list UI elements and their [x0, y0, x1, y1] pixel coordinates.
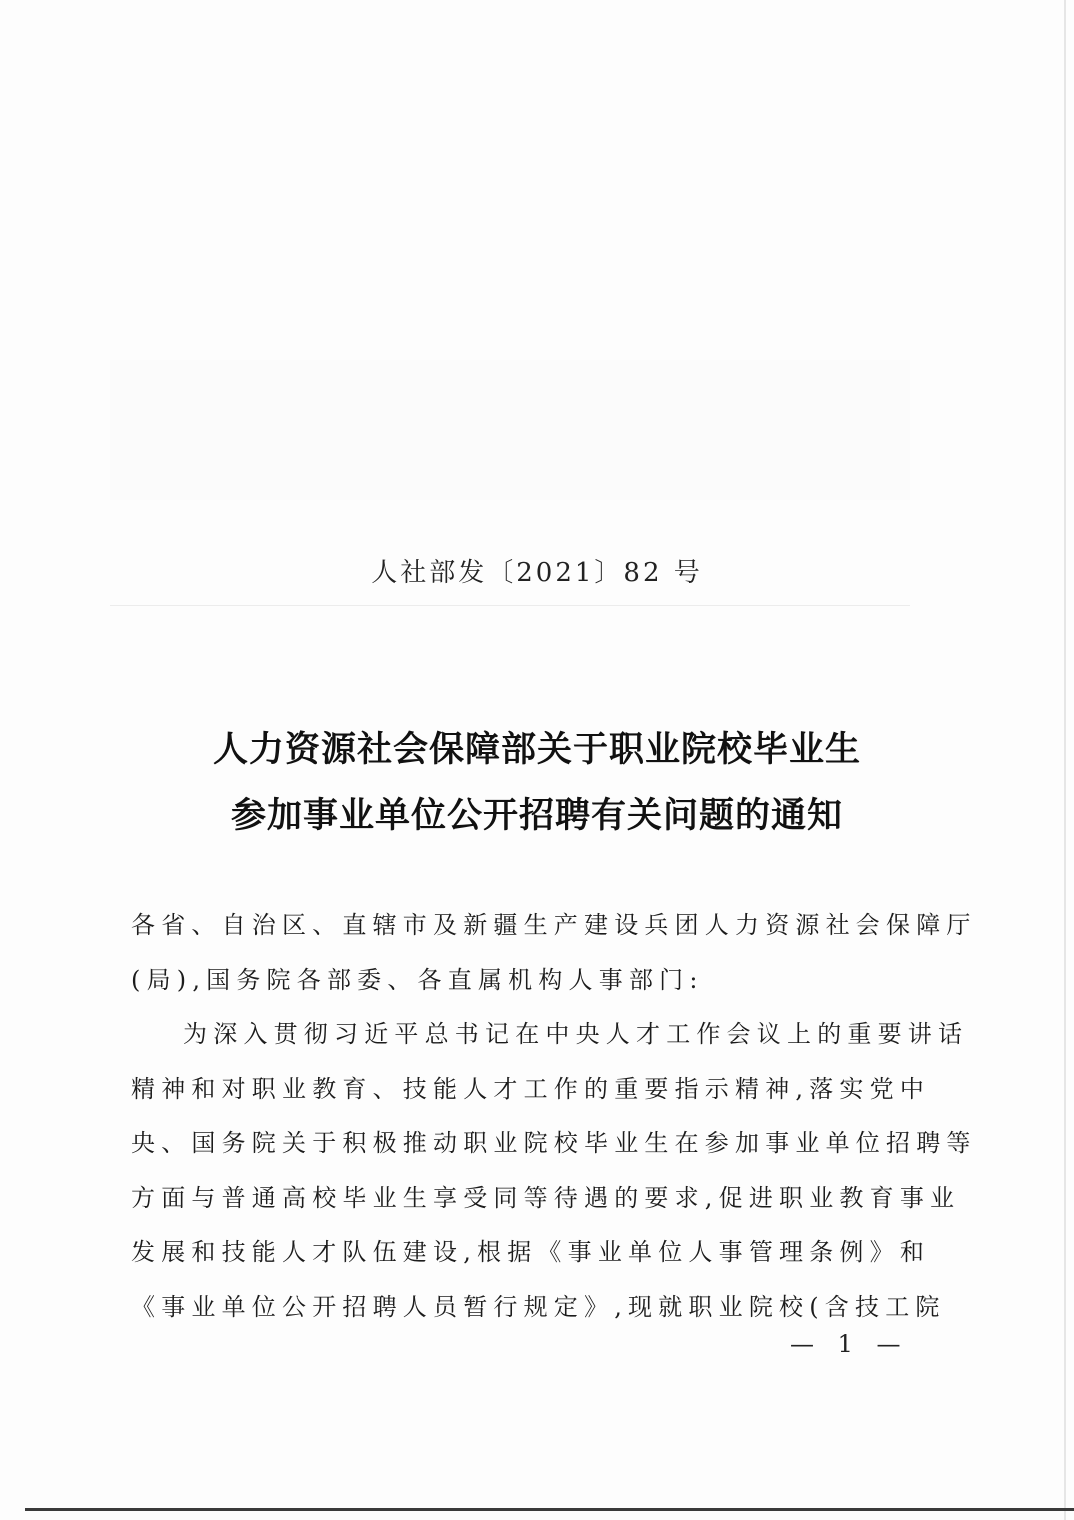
body-paragraph-line: 《事业单位公开招聘人员暂行规定》,现就职业院校(含技工院 — [131, 1292, 946, 1321]
document-title-line-2: 参加事业单位公开招聘有关问题的通知 — [230, 796, 843, 836]
addressee-line: (局),国务院各部委、各直属机构人事部门: — [131, 965, 704, 994]
body-paragraph-line: 精神和对职业教育、技能人才工作的重要指示精神,落实党中 — [131, 1074, 931, 1103]
header-band — [110, 360, 910, 500]
body-paragraph-line: 央、国务院关于积极推动职业院校毕业生在参加事业单位招聘等 — [131, 1129, 977, 1157]
body-paragraph-line: 发展和技能人才队伍建设,根据《事业单位人事管理条例》和 — [131, 1238, 931, 1266]
addressee-line: 各省、自治区、直辖市及新疆生产建设兵团人力资源社会保障厅 — [131, 911, 977, 939]
scan-edge-bottom — [25, 1508, 1074, 1511]
document-title-line-1: 人力资源社会保障部关于职业院校毕业生 — [212, 730, 861, 770]
body-paragraph-line: 为深入贯彻习近平总书记在中央人才工作会议上的重要讲话 — [183, 1020, 969, 1048]
separator-rule — [110, 605, 910, 606]
document-body — [131, 898, 977, 1334]
body-paragraph-line: 方面与普通高校毕业生享受同等待遇的要求,促进职业教育事业 — [131, 1183, 961, 1212]
page-number: — 1 — — [790, 1330, 909, 1358]
scan-edge-right — [1064, 0, 1066, 1520]
document-number: 人社部发〔2021〕82 号 — [371, 558, 703, 588]
